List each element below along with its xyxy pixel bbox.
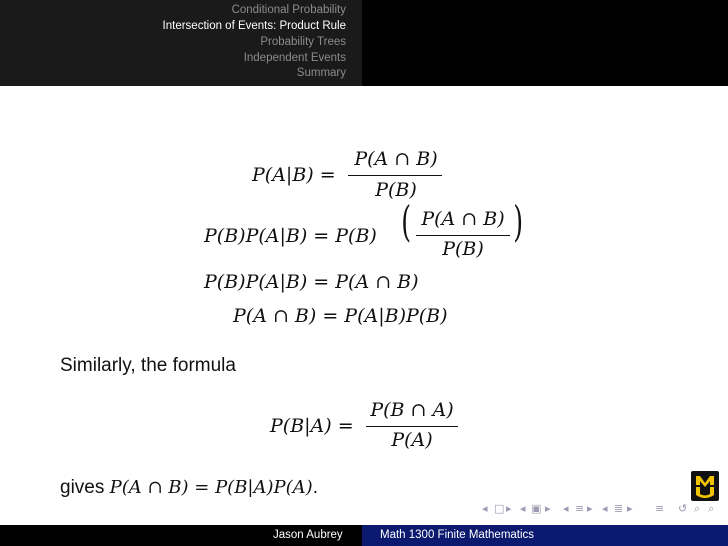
header-right-panel bbox=[362, 0, 728, 86]
footer-course-panel bbox=[362, 525, 728, 546]
nav-section-next-icon[interactable]: ▸ bbox=[587, 502, 593, 515]
nav-subsection-next-icon[interactable]: ▸ bbox=[545, 502, 551, 515]
equation-2-lhs: P(B)P(A|B) = P(B) bbox=[204, 225, 377, 247]
nav-item-product-rule[interactable]: Intersection of Events: Product Rule bbox=[162, 20, 346, 32]
equation-5-denominator: P(A) bbox=[391, 429, 433, 451]
equation-2-denominator: P(B) bbox=[442, 238, 484, 260]
university-logo-icon bbox=[690, 470, 720, 502]
nav-presentation-prev-icon[interactable]: ◂ bbox=[602, 502, 608, 515]
equation-3: P(B)P(A|B) = P(A ∩ B) bbox=[204, 271, 419, 293]
equation-1-denominator: P(B) bbox=[375, 179, 417, 201]
gives-prefix: gives bbox=[60, 477, 110, 498]
equation-1-fraction-bar bbox=[348, 175, 442, 176]
footer-bar bbox=[0, 525, 728, 546]
nav-frame-icon[interactable]: □ bbox=[494, 502, 505, 515]
similarly-text: Similarly, the formula bbox=[60, 355, 236, 376]
nav-section-icon[interactable]: ≡ bbox=[575, 502, 585, 515]
footer-author-panel bbox=[0, 525, 362, 546]
equation-4: P(A ∩ B) = P(A|B)P(B) bbox=[233, 305, 448, 327]
section-navigation bbox=[0, 0, 362, 86]
equation-1-lhs: P(A|B) = bbox=[252, 164, 336, 186]
gives-line bbox=[60, 477, 318, 499]
equation-5-fraction-bar bbox=[366, 426, 458, 427]
nav-toc-icon[interactable]: ≡ bbox=[655, 502, 665, 515]
footer-author: Jason Aubrey bbox=[273, 529, 343, 541]
gives-suffix: . bbox=[312, 477, 318, 498]
nav-section-prev-icon[interactable]: ◂ bbox=[563, 502, 569, 515]
nav-item-independent-events[interactable]: Independent Events bbox=[243, 52, 346, 64]
nav-back-forward-icon[interactable]: ↺ bbox=[678, 502, 688, 515]
equation-2-fraction-bar bbox=[416, 235, 510, 236]
equation-2-left-paren: ( bbox=[401, 197, 412, 246]
nav-item-probability-trees[interactable]: Probability Trees bbox=[260, 36, 346, 48]
equation-5-numerator: P(B ∩ A) bbox=[370, 399, 454, 421]
footer-course: Math 1300 Finite Mathematics bbox=[380, 529, 535, 541]
nav-frame-next-icon[interactable]: ▸ bbox=[506, 502, 512, 515]
nav-search-icon[interactable]: ⌕ bbox=[694, 502, 701, 515]
equation-1-numerator: P(A ∩ B) bbox=[354, 148, 438, 170]
nav-item-summary[interactable]: Summary bbox=[296, 67, 346, 79]
equation-2-right-paren: ) bbox=[513, 197, 524, 246]
equation-5-lhs: P(B|A) = bbox=[270, 415, 354, 437]
gives-math: P(A ∩ B) = P(B|A)P(A) bbox=[109, 477, 313, 498]
nav-zoom-icon[interactable]: ⌕ bbox=[708, 502, 715, 515]
equation-2-numerator: P(A ∩ B) bbox=[421, 208, 505, 230]
nav-presentation-next-icon[interactable]: ▸ bbox=[627, 502, 633, 515]
nav-subsection-prev-icon[interactable]: ◂ bbox=[520, 502, 526, 515]
nav-item-conditional-probability[interactable]: Conditional Probability bbox=[231, 4, 346, 16]
header-bar bbox=[0, 0, 728, 86]
nav-presentation-icon[interactable]: ≣ bbox=[614, 502, 624, 515]
nav-frame-prev-icon[interactable]: ◂ bbox=[482, 502, 488, 515]
nav-subsection-icon[interactable]: ▣ bbox=[531, 502, 542, 515]
